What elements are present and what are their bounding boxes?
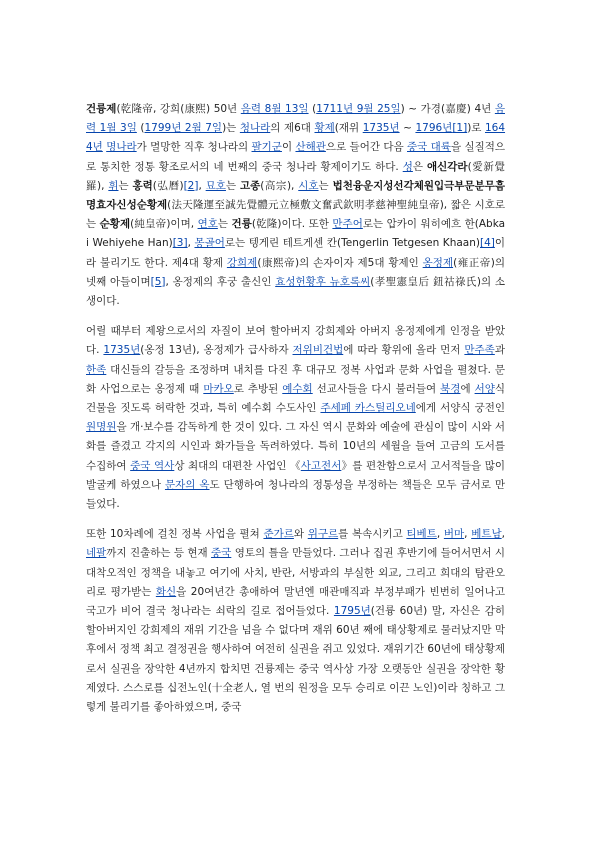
text-run: 로는 압카이 워히예흐 한(Abkai Wehiyehe Han) xyxy=(86,218,506,250)
text-run: , xyxy=(501,528,505,541)
wiki-link[interactable]: 옹정제 xyxy=(422,256,454,269)
bold-term: 순황제 xyxy=(99,218,131,231)
wiki-link[interactable]: 예수회 xyxy=(282,382,313,395)
text-run: 에게 서양식 궁전인 xyxy=(415,402,505,415)
wiki-link[interactable]: 중국 역사 xyxy=(130,459,175,472)
wiki-link[interactable]: 황제 xyxy=(314,122,335,135)
text-run: (愛新覺羅), xyxy=(86,160,506,192)
wiki-link[interactable]: 1799년 2월 7일 xyxy=(144,122,223,135)
wiki-link[interactable]: 효성헌황후 뉴호록씨 xyxy=(275,275,371,288)
text-run: 와 xyxy=(293,528,308,541)
wiki-link[interactable]: 묘호 xyxy=(205,179,226,192)
text-run: 에 xyxy=(460,382,475,395)
text-run: 을 20여년간 총애하여 말년엔 매관매직과 부정부패가 빈번히 일어나고 국고가 비어 결국 청나라는 쇠락의 길로 접어들었다. xyxy=(86,585,505,618)
text-run: 또한 10차례에 걸친 정복 사업을 펼쳐 xyxy=(86,528,264,541)
wiki-link[interactable]: 준가르 xyxy=(263,528,294,541)
text-run: ( xyxy=(136,122,145,135)
wiki-link[interactable]: 버마 xyxy=(443,528,465,541)
text-run: 으로 들어간 다음 xyxy=(325,141,407,154)
text-run: ~ xyxy=(399,122,416,135)
text-run: (法天隆運至誠先覺體元立極敷文奮武欽明孝慈神聖純皇帝), 짧은 시호로는 xyxy=(86,199,505,231)
wiki-link[interactable]: 몽골어 xyxy=(194,237,225,250)
article-body xyxy=(86,100,505,717)
text-run: , xyxy=(198,179,206,192)
wiki-link[interactable]: 주세페 카스틸리오네 xyxy=(320,402,416,415)
wiki-link[interactable]: 산해관 xyxy=(295,141,326,154)
text-run: 은 xyxy=(412,160,427,173)
text-run: 어릴 때부터 제왕으로서의 자질이 보여 할아버지 강희제와 아버지 옹정제에게 인정을 받았다. xyxy=(86,325,505,357)
text-run: 는 xyxy=(318,179,333,192)
bold-term: 홍력 xyxy=(132,179,153,192)
text-run: (康熙帝)의 손자이자 제5대 황제인 xyxy=(257,256,423,269)
wiki-link[interactable]: 만주족 xyxy=(464,344,495,357)
text-run: , xyxy=(187,237,195,250)
text-run: 로 추방된 xyxy=(233,382,283,395)
wiki-link[interactable]: 화신 xyxy=(155,585,177,598)
text-run: 는 xyxy=(118,179,133,192)
text-run: , xyxy=(464,528,472,541)
wiki-link[interactable]: 강희제 xyxy=(226,256,258,269)
text-run: , xyxy=(436,528,444,541)
wiki-link[interactable]: 네팔 xyxy=(86,547,107,560)
article-paragraph xyxy=(86,525,505,717)
wiki-link[interactable]: 1644년 xyxy=(86,122,506,154)
text-run: (孝聖憲皇后 鈕祜祿氏)의 소생이다. xyxy=(86,275,506,308)
wiki-link[interactable]: 성 xyxy=(402,160,413,173)
bold-term: 건륭제 xyxy=(86,103,117,115)
text-run: 의 제6대 xyxy=(270,122,315,135)
wiki-link[interactable]: [1] xyxy=(452,122,468,135)
wiki-link[interactable]: 연호 xyxy=(197,218,218,231)
text-run: ) ~ 가경(嘉慶) 4년 xyxy=(400,103,495,115)
text-run: 과 xyxy=(494,344,505,357)
text-run: 식 건물을 짓도록 허락한 것과, 특히 예수회 수도사인 xyxy=(86,382,506,415)
text-run: (乾隆)이다. 또한 xyxy=(251,218,333,231)
text-run: 에 따라 황위에 올라 먼저 xyxy=(343,344,465,357)
text-run: 는 xyxy=(217,218,232,231)
wiki-link[interactable]: 청나라 xyxy=(239,122,271,135)
wiki-link[interactable]: 북경 xyxy=(440,382,461,395)
wiki-link[interactable]: 팔기군 xyxy=(251,141,282,154)
bold-term: 건륭 xyxy=(231,218,252,231)
text-run: 도 단행하여 청나라의 정통성을 부정하는 책들은 모두 금서로 만들었다. xyxy=(86,478,505,511)
bold-term: 법천융운지성선각체원입극부문분무흠명효자신성순황제 xyxy=(86,179,505,212)
text-run: (高宗), xyxy=(260,179,299,192)
wiki-link[interactable]: [5] xyxy=(150,275,166,288)
text-run: (재위 xyxy=(334,122,363,135)
text-run: 을 개·보수를 감독하게 한 것이 있다. 그 자신 역시 문화와 예술에 관심이 많이 시와 서화를 즐겼고 각지의 시인과 화가들을 독려하였다. 특히 10년의 세월을 들여 고금의 도서를 수집하여 xyxy=(86,421,505,472)
text-run: 을 실질적으로 통치한 정통 황조로서의 네 번째의 중국 청나라 황제이기도 하다. xyxy=(86,141,506,173)
text-run: 가 멸망한 직후 청나라의 xyxy=(136,141,252,154)
wiki-link[interactable]: 티베트 xyxy=(406,528,437,541)
wiki-link[interactable]: 서양 xyxy=(474,382,495,395)
wiki-link[interactable]: 만주어 xyxy=(332,218,363,231)
text-run: , 옹정제의 후궁 출신인 xyxy=(165,275,276,288)
wiki-link[interactable]: 음력 1월 3일 xyxy=(86,103,505,135)
wiki-link[interactable]: 시호 xyxy=(298,179,319,192)
text-run: )로 xyxy=(467,122,485,135)
text-run: 이라 불리기도 한다. 제4대 황제 xyxy=(86,237,506,269)
text-run: 는 xyxy=(225,179,240,192)
bold-term: 애신각라 xyxy=(426,160,468,173)
wiki-link[interactable]: 휘 xyxy=(108,179,119,192)
wiki-link[interactable]: 명나라 xyxy=(106,141,137,154)
wiki-link[interactable]: 베트남 xyxy=(471,528,502,541)
wiki-link[interactable]: 1735년 xyxy=(362,122,400,135)
wiki-link[interactable]: 음력 8월 13일 xyxy=(240,103,309,115)
article-paragraph xyxy=(86,322,505,514)
text-run: (건륭 60년) 말, 자신은 감히 할아버지인 강희제의 재위 기간을 넘을 수 없다며 재위 60년 째에 태상황제로 물러났지만 막후에서 정책 최고 결정권을 행사하여 여전히 실권을 쥐고 있었다. 재위기간 60년에 태상황제로서 실권을 장악한 4년까지 합치면 건륭제는 중국 역사상 가장 오랫동안 실권을 장악한 황제였다. 스스로를 십전노인(十全老人, 열 번의 원정을 모두 승리로 이끈 노인)이라 칭하고 그렇게 불리기를 좋아하였으며, 중국 xyxy=(86,605,505,714)
wiki-link[interactable]: [4] xyxy=(479,237,495,250)
wiki-link[interactable]: [3] xyxy=(172,237,188,250)
text-run: (乾隆帝, 강희(康熙) 50년 xyxy=(116,103,241,115)
text-run: 》를 편찬함으로서 고서적들을 많이 발굴케 하였으나 xyxy=(86,459,506,491)
text-run: (純皇帝)이며, xyxy=(130,218,198,231)
bold-term: 고종 xyxy=(239,179,261,192)
wiki-link[interactable]: 원명원 xyxy=(86,421,117,434)
wiki-link[interactable]: 사고전서 xyxy=(300,459,342,472)
text-run: 를 복속시키고 xyxy=(338,528,407,541)
wiki-link[interactable]: 1735년 xyxy=(103,344,141,357)
text-run: 로는 텡게린 테트게센 칸(Tengerlin Tetgesen Khaan) xyxy=(224,237,480,250)
text-run: 상 최대의 대편찬 사업인 《 xyxy=(174,459,301,472)
text-run: 대신들의 갈등을 조정하며 내치를 다진 후 대규모 정복 사업과 문화 사업을 펼쳤다. 문화 사업으로는 옹정제 때 xyxy=(86,363,505,395)
wiki-link[interactable]: 한족 xyxy=(86,363,107,376)
wiki-link[interactable]: 저위비건법 xyxy=(292,344,344,357)
text-run: 선교사들을 다시 불러들여 xyxy=(312,382,441,395)
wiki-link[interactable]: 1796년 xyxy=(415,122,453,135)
text-run: 영토의 틀을 만들었다. 그러나 집권 후반기에 들어서면서 시대착오적인 정책을 내놓고 여기에 사치, 반란, 서방과의 부실한 외교, 그리고 희대의 탐관오리로 평가받는 xyxy=(86,547,505,598)
wiki-link[interactable]: 중국 xyxy=(211,547,232,560)
text-run: )는 xyxy=(222,122,240,135)
text-run: ( xyxy=(308,103,317,115)
text-run: 이 xyxy=(281,141,296,154)
text-run: (雍正帝)의 넷째 아들이며 xyxy=(86,256,506,288)
wiki-link[interactable]: 1795년 xyxy=(333,605,371,618)
wiki-link[interactable]: 중국 대륙 xyxy=(407,141,451,154)
wiki-link[interactable]: 위구르 xyxy=(307,528,339,541)
text-run: 까지 진출하는 등 현재 xyxy=(106,547,212,560)
text-run: (옹정 13년), 옹정제가 급사하자 xyxy=(140,344,293,357)
wiki-link[interactable]: 마카오 xyxy=(203,382,234,395)
wiki-link[interactable]: [2] xyxy=(183,179,199,192)
article-paragraph xyxy=(86,100,505,311)
wiki-link[interactable]: 문자의 옥 xyxy=(164,478,210,491)
wiki-link[interactable]: 1711년 9월 25일 xyxy=(316,103,401,115)
text-run: (弘曆) xyxy=(152,179,184,192)
